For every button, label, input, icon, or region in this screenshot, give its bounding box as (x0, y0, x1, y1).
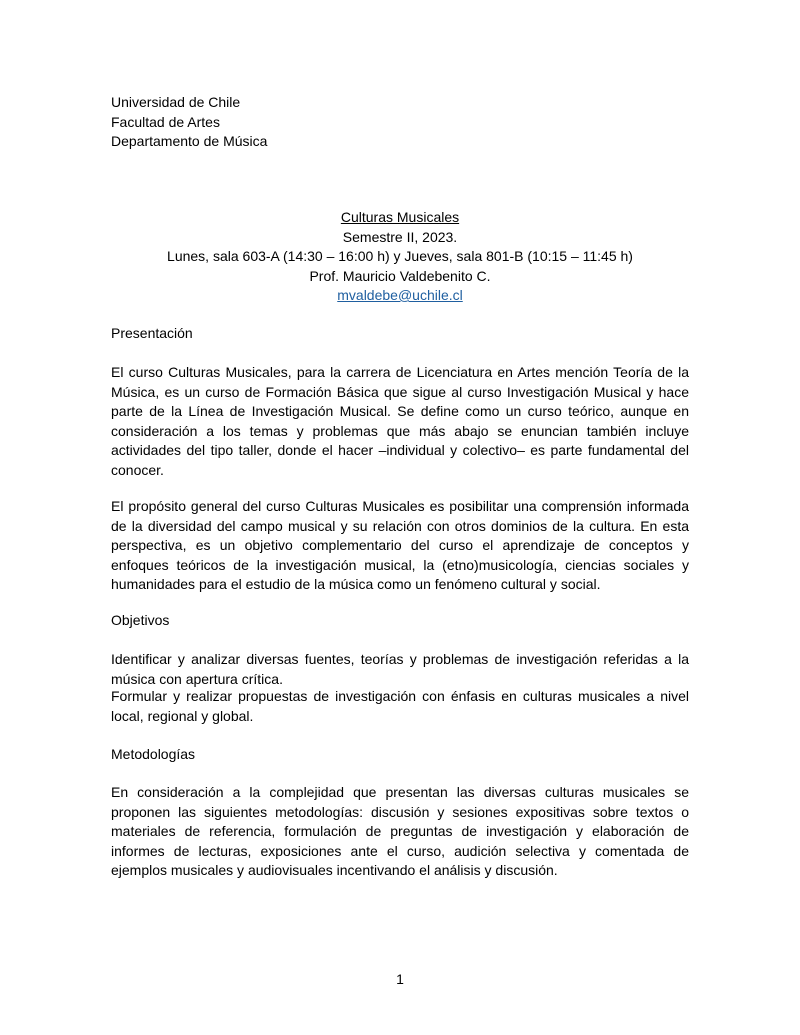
course-title-block (111, 208, 689, 306)
course-professor: Prof. Mauricio Valdebenito C. (309, 267, 491, 284)
department-name: Departamento de Música (111, 133, 268, 149)
page-number: 1 (396, 971, 404, 987)
course-semester: Semestre II, 2023. (342, 228, 458, 245)
institution-header (111, 93, 267, 152)
heading-presentacion: Presentación (111, 325, 193, 341)
heading-metodologias: Metodologías (111, 746, 196, 762)
metodologias-paragraph-1: En consideración a la complejidad que presentan las diversas culturas musicales se proponen las siguientes metodologías: discusión y sesiones expositivas sobre textos o materiales de referencia, formulación de preguntas de investigación y elaboración de informes de lecturas, exposiciones ante el curso, audición selectiva y comentada de ejemplos musicales y audiovisuales incentivando el análisis y discusión. (111, 784, 689, 878)
course-schedule: Lunes, sala 603-A (14:30 – 16:00 h) y Jueves, sala 801-B (10:15 – 11:45 h) (167, 248, 633, 264)
professor-email-link[interactable]: mvaldebe@uchile.cl (337, 287, 463, 303)
heading-objetivos: Objetivos (111, 612, 170, 628)
university-name: Universidad de Chile (111, 94, 241, 110)
objetivo-item-2: Formular y realizar propuestas de investigación con énfasis en culturas musicales a nivel local, regional y global. (111, 688, 689, 724)
objetivo-item-1: Identificar y analizar diversas fuentes, teorías y problemas de investigación referidas a la música con apertura crítica. (111, 651, 689, 687)
course-title: Culturas Musicales (340, 209, 460, 225)
presentacion-paragraph-2: El propósito general del curso Culturas Musicales es posibilitar una comprensión informada de la diversidad del campo musical y su relación con otros dominios de la cultura. En esta perspectiva, es un objetivo complementario del curso el aprendizaje de conceptos y enfoques teóricos de la investigación musical, la (etno)musicología, ciencias sociales y humanidades para el estudio de la música como un fenómeno cultural y social. (111, 498, 689, 592)
presentacion-paragraph-1: El curso Culturas Musicales, para la carrera de Licenciatura en Artes mención Teoría de la Música, es un curso de Formación Básica que sigue al curso Investigación Musical y hace parte de la Línea de Investigación Musical. Se define como un curso teórico, aunque en consideración a los temas y problemas que más abajo se enuncian también incluye actividades del tipo taller, donde el hacer –individual y colectivo– es parte fundamental del conocer. (111, 364, 689, 478)
faculty-name: Facultad de Artes (111, 113, 220, 130)
